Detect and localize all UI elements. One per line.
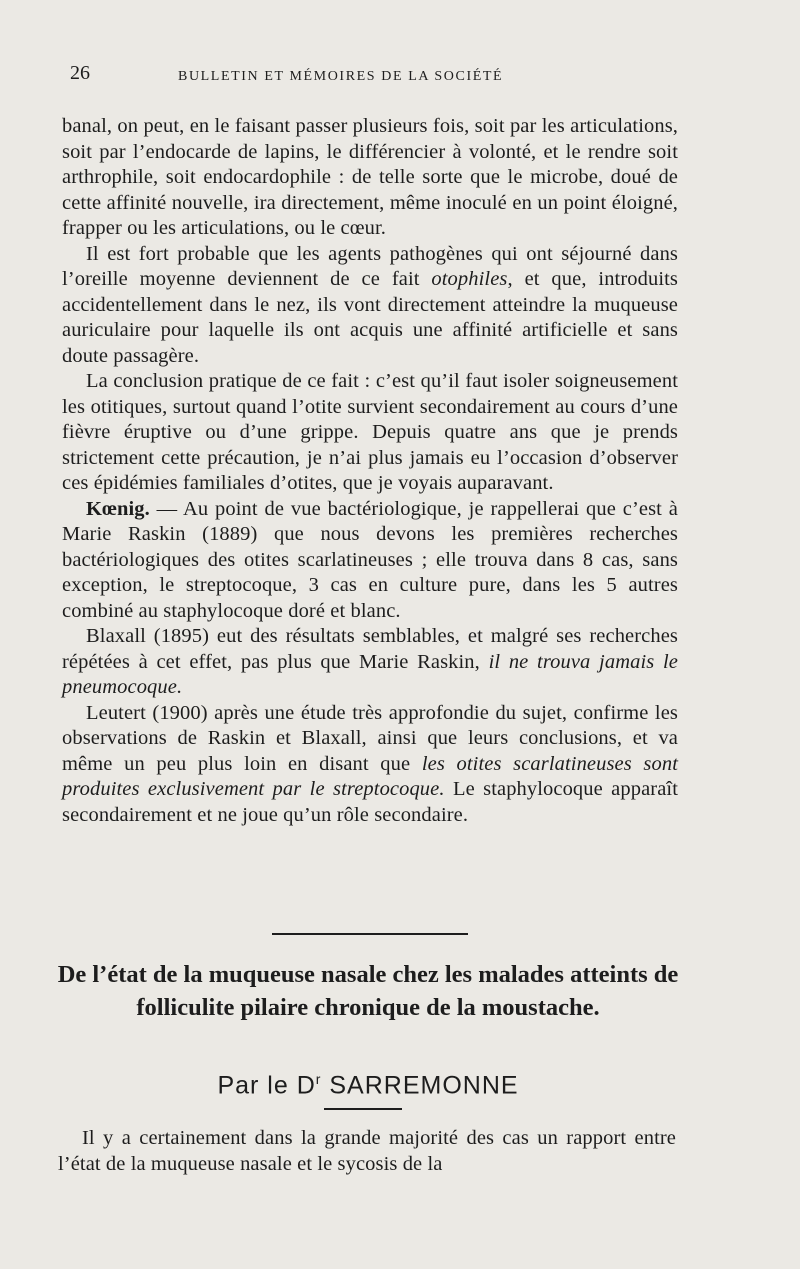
paragraph-1: banal, on peut, en le faisant passer plusieurs fois, soit par les articulations, soit par l’endocarde de lapins, le différencier à volonté, et le rendre soit arthrophile, soit endocardophile : de telle sorte que le microbe, doué de cette affinité nouvelle, ira directement, même inoculé en un point éloigné, frapper ou les articulations, ou le cœur. bbox=[62, 115, 678, 239]
paragraph-6-text-b: Le staphylocoque apparaît secondairement et ne joue qu’un rôle secondaire. bbox=[62, 778, 679, 826]
article-byline bbox=[50, 1064, 686, 1100]
author-name: SARREMONNE bbox=[321, 1071, 519, 1100]
paragraph-6-italic: les otites scarlatineuses sont produites exclusivement par le streptocoque. bbox=[62, 752, 678, 800]
byline-prefix: Par le D bbox=[217, 1071, 316, 1100]
byline-divider bbox=[324, 1108, 402, 1110]
paragraph-6 bbox=[62, 701, 678, 829]
paragraph-6-text-a: Leutert (1900) après une étude très approfondie du sujet, confirme les observations de Raskin et Blaxall, ainsi que leurs conclusions, et va même un peu plus loin en disant que bbox=[62, 701, 678, 775]
running-head: BULLETIN ET MÉMOIRES DE LA SOCIÉTÉ bbox=[178, 69, 504, 84]
paragraph-2-italic: otophiles bbox=[431, 268, 508, 290]
article-paragraph-1: Il y a certainement dans la grande majorité des cas un rapport entre l’état de la muqueuse nasale et le sycosis de la bbox=[58, 1127, 676, 1175]
page-number: 26 bbox=[70, 62, 90, 84]
section-divider bbox=[272, 933, 468, 935]
paragraph-5 bbox=[62, 624, 678, 701]
paragraph-2 bbox=[62, 242, 678, 370]
speaker-name: Kœnig. bbox=[86, 497, 150, 520]
paragraph-2-text-b: , et que, introduits accidentellement dans le nez, ils vont directement atteindre la muqueuse auriculaire pour laquelle ils ont acquis une affinité artificielle et sans doute passagère. bbox=[62, 268, 679, 367]
discussion-text bbox=[62, 114, 678, 828]
byline-superscript: r bbox=[315, 1071, 322, 1087]
article-body bbox=[58, 1126, 676, 1177]
paragraph-5-text: Blaxall (1895) eut des résultats semblables, et malgré ses recherches répétées à cet effet, pas plus que Marie Raskin, bbox=[62, 625, 678, 673]
paragraph-2-text-a: Il est fort probable que les agents pathogènes qui ont séjourné dans l’oreille moyenne deviennent de ce fait bbox=[62, 242, 678, 290]
page-header bbox=[70, 62, 670, 86]
article-title: De l’état de la muqueuse nasale chez les malades atteints de folliculite pilaire chronique de la moustache. bbox=[57, 961, 679, 1021]
paragraph-4-text: — Au point de vue bactériologique, je rappellerai que c’est à Marie Raskin (1889) que nous devons les premières recherches bactériologiques des otites scarlatineuses ; elle trouva dans 8 cas, sans exception, le streptocoque, 3 cas en culture pure, dans les 5 autres combiné au staphylocoque doré et blanc. bbox=[62, 497, 678, 622]
paragraph-4 bbox=[62, 497, 678, 625]
paragraph-3: La conclusion pratique de ce fait : c’est qu’il faut isoler soigneusement les otitiques, surtout quand l’otite survient secondairement au cours d’une fièvre éruptive ou d’une grippe. Depuis quatre ans que je prends strictement cette précaution, je n’ai plus jamais eu l’occasion d’observer ces épidémies familiales d’otites, que je voyais auparavant. bbox=[62, 370, 678, 494]
paragraph-5-italic: il ne trouva jamais le pneumocoque. bbox=[62, 650, 678, 698]
